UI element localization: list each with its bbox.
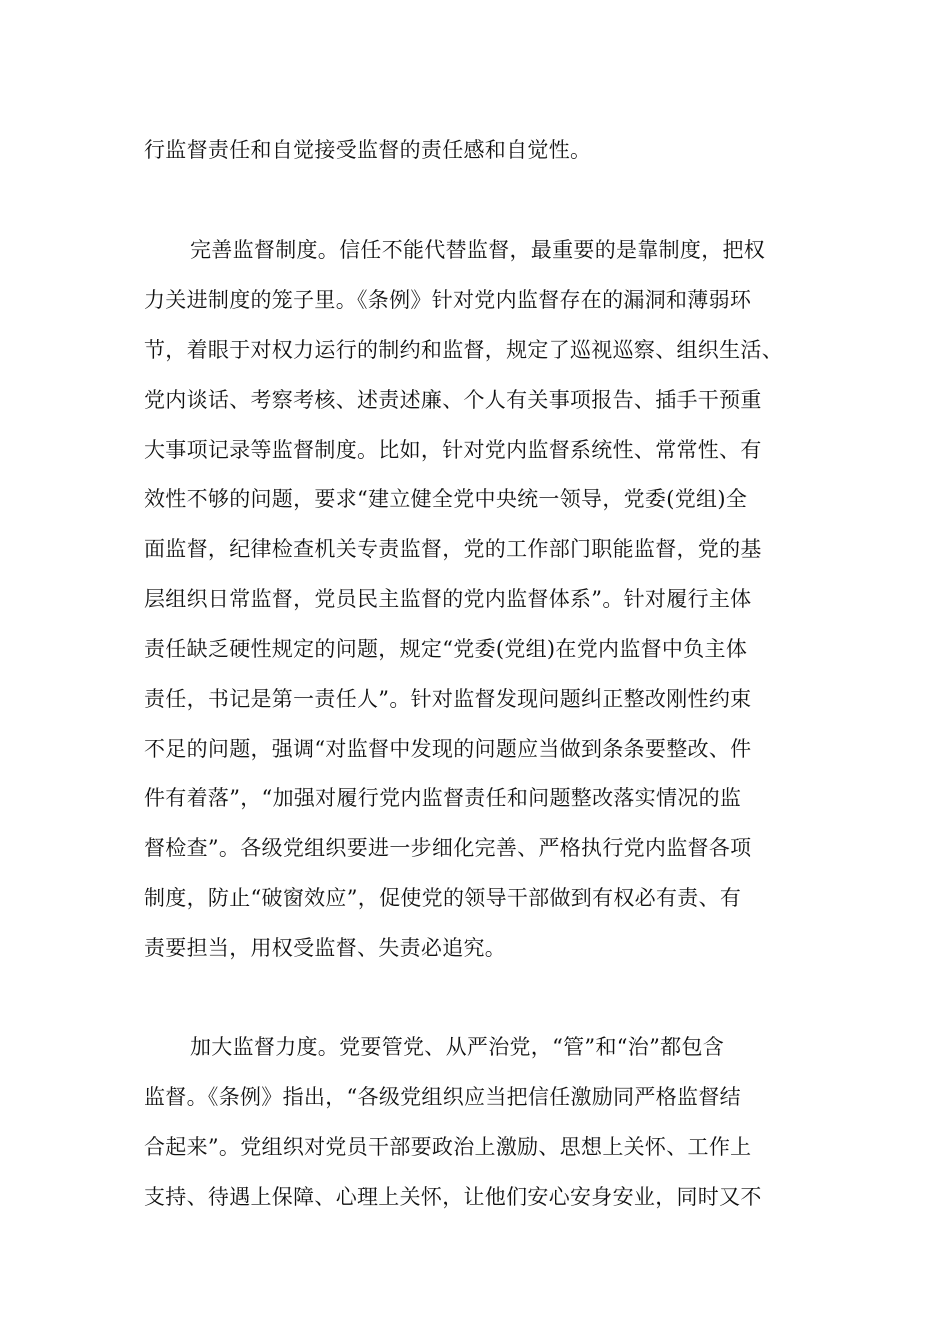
text-line: 支持、待遇上保障、心理上关怀，让他们安心安身安业，同时又不: [144, 1185, 762, 1209]
text-line: 责任缺乏硬性规定的问题，规定“党委(党组)在党内监督中负主体: [144, 637, 748, 661]
text-line: 节，着眼于对权力运行的制约和监督，规定了巡视巡察、组织生活、: [144, 338, 783, 362]
text-line: 督检查”。各级党组织要进一步细化完善、严格执行党内监督各项: [144, 836, 752, 860]
text-line: 大事项记录等监督制度。比如，针对党内监督系统性、常常性、有: [144, 438, 762, 462]
text-line: 面监督，纪律检查机关专责监督，党的工作部门职能监督，党的基: [144, 537, 762, 561]
text-line: 效性不够的问题，要求“建立健全党中央统一领导，党委(党组)全: [144, 487, 748, 511]
text-line: 力关进制度的笼子里。《条例》针对党内监督存在的漏洞和薄弱环: [144, 288, 752, 312]
text-line: 党内谈话、考察考核、述责述廉、个人有关事项报告、插手干预重: [144, 388, 762, 412]
text-line: 监督。《条例》指出，“各级党组织应当把信任激励同严格监督结: [144, 1085, 741, 1109]
text-line: 层组织日常监督，党员民主监督的党内监督体系”。针对履行主体: [144, 587, 752, 611]
text-line: 件有着落”，“加强对履行党内监督责任和问题整改落实情况的监: [144, 786, 742, 810]
text-line: 不足的问题，强调“对监督中发现的问题应当做到条条要整改、件: [144, 737, 752, 761]
text-line: 行监督责任和自觉接受监督的责任感和自觉性。: [144, 138, 592, 162]
text-line: 责任，书记是第一责任人”。针对监督发现问题纠正整改刚性约束: [144, 687, 752, 711]
text-line: 合起来”。党组织对党员干部要政治上激励、思想上关怀、工作上: [144, 1135, 752, 1159]
paragraph-first-line: 加大监督力度。党要管党、从严治党，“管”和“治”都包含: [190, 1035, 725, 1059]
text-line: 制度，防止“破窗效应”，促使党的领导干部做到有权必有责、有: [144, 886, 742, 910]
paragraph-first-line: 完善监督制度。信任不能代替监督，最重要的是靠制度，把权: [190, 238, 766, 262]
text-line: 责要担当，用权受监督、失责必追究。: [144, 936, 507, 960]
